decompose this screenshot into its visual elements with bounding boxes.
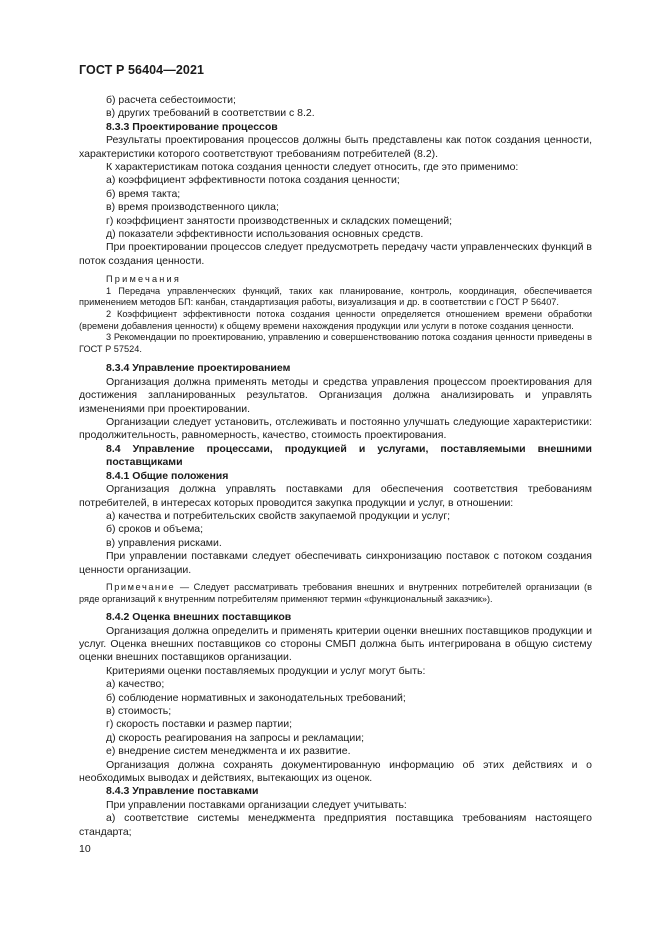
- paragraph: При управлении поставками организации следует учитывать:: [106, 798, 407, 811]
- paragraph: Организация должна управлять поставками для обеспечения соответствия требованиям потребителей, в интересах которых проводится закупка продукции и услуг, в отношении:: [79, 483, 592, 509]
- list-item: б) соблюдение нормативных и законодательных требований;: [106, 691, 406, 704]
- paragraph: Организации следует установить, отслеживать и постоянно улучшать следующие характеристики: продолжительность, равномерность, качество, стоимость проектирования.: [79, 416, 592, 442]
- list-item: б) время такта;: [106, 187, 181, 200]
- list-item: а) качества и потребительских свойств закупаемой продукции и услуг;: [106, 509, 451, 522]
- list-item: г) скорость поставки и размер партии;: [106, 718, 292, 731]
- document-header: ГОСТ Р 56404—2021: [79, 63, 205, 77]
- list-item: в) других требований в соответствии с 8.2.: [106, 107, 315, 120]
- section-heading-8-3-4: 8.3.4 Управление проектированием: [106, 362, 291, 375]
- section-heading-8-4: 8.4 Управление процессами, продукцией и услугами, поставляемыми внешними поставщиками: [106, 442, 592, 469]
- page-content: [79, 94, 592, 839]
- note-item: 1 Передача управленческих функций, таких как планирование, контроль, координация, обеспечивается применением методов БП: канбан, стандартизация работы, визуализация и др. в соответствии с ГОСТ Р 56407.: [79, 285, 592, 308]
- list-item: е) внедрение систем менеджмента и их развитие.: [106, 745, 351, 758]
- note-text: — Следует рассматривать требования внешних и внутренних потребителей организации (в ряде организаций к внутренним потребителям применяют термин «функциональный заказчик»).: [79, 581, 592, 604]
- list-item: в) управления рисками.: [106, 536, 222, 549]
- list-item: б) сроков и объема;: [106, 523, 204, 536]
- list-item: а) соответствие системы менеджмента предприятия поставщика требованиям настоящего стандарта;: [79, 812, 592, 838]
- list-item: б) расчета себестоимости;: [106, 94, 236, 106]
- list-item: а) качество;: [106, 678, 165, 691]
- section-heading-8-4-3: 8.4.3 Управление поставками: [106, 785, 259, 798]
- paragraph: К характеристикам потока создания ценности следует относить, где это применимо:: [106, 161, 519, 174]
- paragraph: При управлении поставками следует обеспечивать синхронизацию поставок с потоком создания ценности организации.: [79, 550, 592, 576]
- list-item: в) стоимость;: [106, 704, 172, 717]
- paragraph: При проектировании процессов следует предусмотреть передачу части управленческих функций в поток создания ценности.: [79, 241, 592, 267]
- paragraph: Организация должна определить и применять критерии оценки внешних поставщиков продукции и услуг. Оценка внешних поставщиков со стороны СМБП должна быть интегрирована в общую систему оценки внешних поставщиков организации.: [79, 624, 592, 664]
- list-item: а) коэффициент эффективности потока создания ценности;: [106, 174, 400, 187]
- section-heading-8-3-3: 8.3.3 Проектирование процессов: [106, 120, 278, 133]
- notes-label: Примечания: [106, 274, 182, 285]
- list-item: д) показатели эффективности использования основных средств.: [106, 228, 424, 241]
- paragraph: Критериями оценки поставляемых продукции и услуг могут быть:: [106, 664, 426, 677]
- note-label: Примечание: [106, 581, 176, 592]
- section-heading-8-4-1: 8.4.1 Общие положения: [106, 469, 229, 482]
- note-item: 2 Коэффициент эффективности потока создания ценности определяется отношением времени обработки (времени добавления ценности) к общему времени нахождения продукции или услуги в потоке создания ценности.: [79, 309, 592, 331]
- page-number: 10: [79, 843, 91, 855]
- section-heading-8-4-2: 8.4.2 Оценка внешних поставщиков: [106, 611, 292, 624]
- paragraph: Результаты проектирования процессов должны быть представлены как поток создания ценности, характеристики которого соответствуют требованиям потребителей (8.2).: [79, 134, 592, 160]
- paragraph: Организация должна сохранять документированную информацию об этих действиях и о необходимых выводах и действиях, вытекающих из оценок.: [79, 758, 592, 784]
- note-item: 3 Рекомендации по проектированию, управлению и совершенствованию потока создания ценности приведены в ГОСТ Р 57524.: [79, 332, 592, 354]
- note-single: [79, 582, 592, 605]
- list-item: г) коэффициент занятости производственных и складских помещений;: [106, 214, 453, 227]
- list-item: д) скорость реагирования на запросы и рекламации;: [106, 731, 365, 744]
- paragraph: Организация должна применять методы и средства управления процессом проектирования для достижения запланированных результатов. Организация должна анализировать и управлять изменениями при проектировании.: [79, 375, 592, 415]
- list-item: в) время производственного цикла;: [106, 201, 279, 214]
